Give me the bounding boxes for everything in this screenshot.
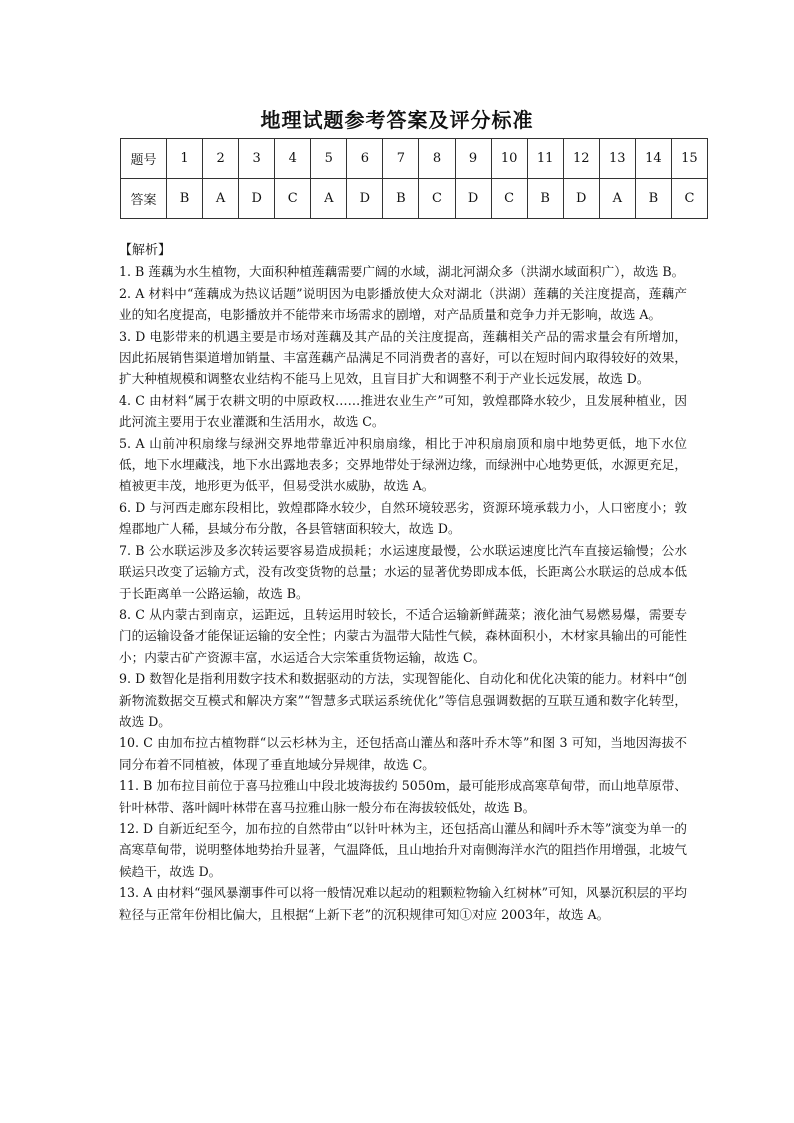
answer-cell: B [527, 179, 563, 219]
answer-cell: A [203, 179, 239, 219]
question-number: 15 [671, 139, 707, 179]
analysis-item-11: 11. B 加布拉目前位于喜马拉雅山中段北坡海拔约 5050m，最可能形成高寒草甸带，而山地草原带、针叶林带、落叶阔叶林带在喜马拉雅山脉一般分布在海拔较低处，故选 B。 [119, 778, 687, 815]
analysis-item-1: 1. B 莲藕为水生植物，大面积种植莲藕需要广阔的水域，湖北河湖众多（洪湖水域面积广），故选 B。 [119, 264, 685, 280]
answer-cell: A [311, 179, 347, 219]
answer-cell: D [347, 179, 383, 219]
analysis-item-8: 8. C 从内蒙古到南京，运距远，且转运用时较长，不适合运输新鲜蔬菜；液化油气易燃易爆，需要专门的运输设备才能保证运输的安全性；内蒙古为温带大陆性气候，森林面积小，木材家具输出的可能性小；内蒙古矿产资源丰富，水运适合大宗笨重货物运输，故选 C。 [119, 606, 687, 665]
question-number: 8 [419, 139, 455, 179]
answer-cell: B [635, 179, 671, 219]
question-number-row [121, 139, 708, 179]
analysis-section [119, 240, 687, 925]
analysis-item-12: 12. D 自新近纪至今，加布拉的自然带由“以针叶林为主，还包括高山灌丛和阔叶乔木等”演变为单一的高寒草甸带，说明整体地势抬升显著，气温降低，且山地抬升对南侧海洋水汽的阻挡作用增强，北坡气候趋干，故选 D。 [119, 820, 687, 879]
row-label-question: 题号 [121, 139, 167, 179]
analysis-item-10: 10. C 由加布拉古植物群“以云杉林为主，还包括高山灌丛和落叶乔木等”和图 3 可知，当地因海拔不同分布着不同植被，体现了垂直地域分异规律，故选 C。 [119, 735, 687, 772]
answer-cell: D [239, 179, 275, 219]
question-number: 5 [311, 139, 347, 179]
question-number: 9 [455, 139, 491, 179]
analysis-item-7: 7. B 公水联运涉及多次转运要容易造成损耗；水运速度最慢，公水联运速度比汽车直接运输慢；公水联运只改变了运输方式，没有改变货物的总量；水运的显著优势即成本低，长距离公水联运的总成本低于长距离单一公路运输，故选 B。 [119, 542, 687, 601]
analysis-item-13: 13. A 由材料“强风暴潮事件可以将一般情况难以起动的粗颗粒物输入红树林”可知，风暴沉积层的平均粒径与正常年份相比偏大，且根据“上新下老”的沉积规律可知①对应 2003年，故选 A。 [119, 885, 687, 922]
analysis-heading: 【解析】 [119, 243, 172, 258]
answer-cell: C [419, 179, 455, 219]
row-label-answer: 答案 [121, 179, 167, 219]
answer-cell: C [491, 179, 527, 219]
answer-cell: A [599, 179, 635, 219]
answer-cell: B [167, 179, 203, 219]
question-number: 7 [383, 139, 419, 179]
answer-cell: B [383, 179, 419, 219]
question-number: 11 [527, 139, 563, 179]
question-number: 14 [635, 139, 671, 179]
analysis-item-5: 5. A 山前冲积扇缘与绿洲交界地带靠近冲积扇扇缘，相比于冲积扇扇顶和扇中地势更低，地下水位低，地下水埋藏浅，地下水出露地表多；交界地带处于绿洲边缘，而绿洲中心地势更低，水源更充足，植被更丰茂，地形更为低平，但易受洪水威胁，故选 A。 [119, 435, 687, 494]
answer-cell: D [455, 179, 491, 219]
question-number: 1 [167, 139, 203, 179]
analysis-item-4: 4. C 由材料“属于农耕文明的中原政权……推进农业生产”可知，敦煌郡降水较少，且发展种植业，因此河流主要用于农业灌溉和生活用水，故选 C。 [119, 392, 687, 430]
answer-cell: C [671, 179, 707, 219]
analysis-item-3: 3. D 电影带来的机遇主要是市场对莲藕及其产品的关注度提高，莲藕相关产品的需求量会有所增加，因此拓展销售渠道增加销量、丰富莲藕产品满足不同消费者的喜好，可以在短时间内取得较好的效果，扩大种植规模和调整农业结构不能马上见效，且盲目扩大和调整不利于产业长远发展，故选 D。 [119, 328, 687, 387]
analysis-item-2: 2. A 材料中“莲藕成为热议话题”说明因为电影播放使大众对湖北（洪湖）莲藕的关注度提高，莲藕产业的知名度提高，电影播放并不能带来市场需求的剧增，对产品质量和竞争力并无影响，故选 A。 [119, 285, 687, 323]
answer-cell: C [275, 179, 311, 219]
question-number: 4 [275, 139, 311, 179]
question-number: 12 [563, 139, 599, 179]
analysis-item-9: 9. D 数智化是指利用数字技术和数据驱动的方法，实现智能化、自动化和优化决策的能力。材料中“创新物流数据交互模式和解决方案”“智慧多式联运系统优化”等信息强调数据的互联互通和数字化转型，故选 D。 [119, 671, 687, 729]
answer-cell: D [563, 179, 599, 219]
question-number: 3 [239, 139, 275, 179]
analysis-item-6: 6. D 与河西走廊东段相比，敦煌郡降水较少，自然环境较恶劣，资源环境承载力小，人口密度小；敦煌郡地广人稀，县域分布分散，各县管辖面积较大，故选 D。 [119, 499, 687, 537]
question-number: 13 [599, 139, 635, 179]
question-number: 6 [347, 139, 383, 179]
question-number: 10 [491, 139, 527, 179]
answer-row [121, 179, 708, 219]
answer-table [120, 138, 708, 219]
document-title: 地理试题参考答案及评分标准 [260, 108, 534, 132]
question-number: 2 [203, 139, 239, 179]
